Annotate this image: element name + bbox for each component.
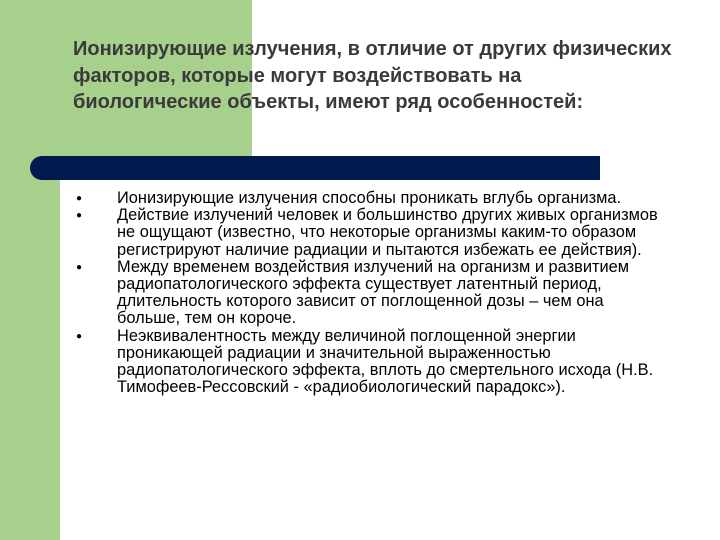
bullet-text: Ионизирующие излучения способны проникать вглубь организма. xyxy=(117,189,622,207)
bullet-item xyxy=(73,328,663,397)
slide-title: Ионизирующие излучения, в отличие от других физических факторов, которые могут воздействовать на биологические объекты, имеют ряд особенностей: xyxy=(73,38,672,113)
bullet-dot-icon xyxy=(76,211,82,221)
bullet-dot-icon xyxy=(76,263,82,273)
bullet-list xyxy=(73,190,663,396)
bullet-text: Между временем воздействия излучений на организм и развитием радиопатологического эффекта существует латентный период, длительность которого зависит от поглощенной дозы – чем она больше, тем он короче. xyxy=(117,257,630,328)
bullet-text: Неэквивалентность между величиной поглощенной энергии проникающей радиации и значительной выраженностью радиопатологического эффекта, вплоть до смертельного исхода (Н.В. Тимофеев-Рессовский - «радиобиологический парадокс»). xyxy=(117,326,654,397)
title-divider-bar xyxy=(30,156,600,180)
bullet-item xyxy=(73,259,663,328)
bullet-item xyxy=(73,190,663,207)
bullet-dot-icon xyxy=(76,332,82,342)
bullet-dot-icon xyxy=(76,194,82,204)
left-accent-stripe xyxy=(0,0,60,540)
bullet-item xyxy=(73,207,663,259)
bullet-text: Действие излучений человек и большинство других живых организмов не ощущают (известно, что некоторые организмы каким-то образом регистрируют наличие радиации и пытаются избежать ее действия). xyxy=(117,206,658,259)
